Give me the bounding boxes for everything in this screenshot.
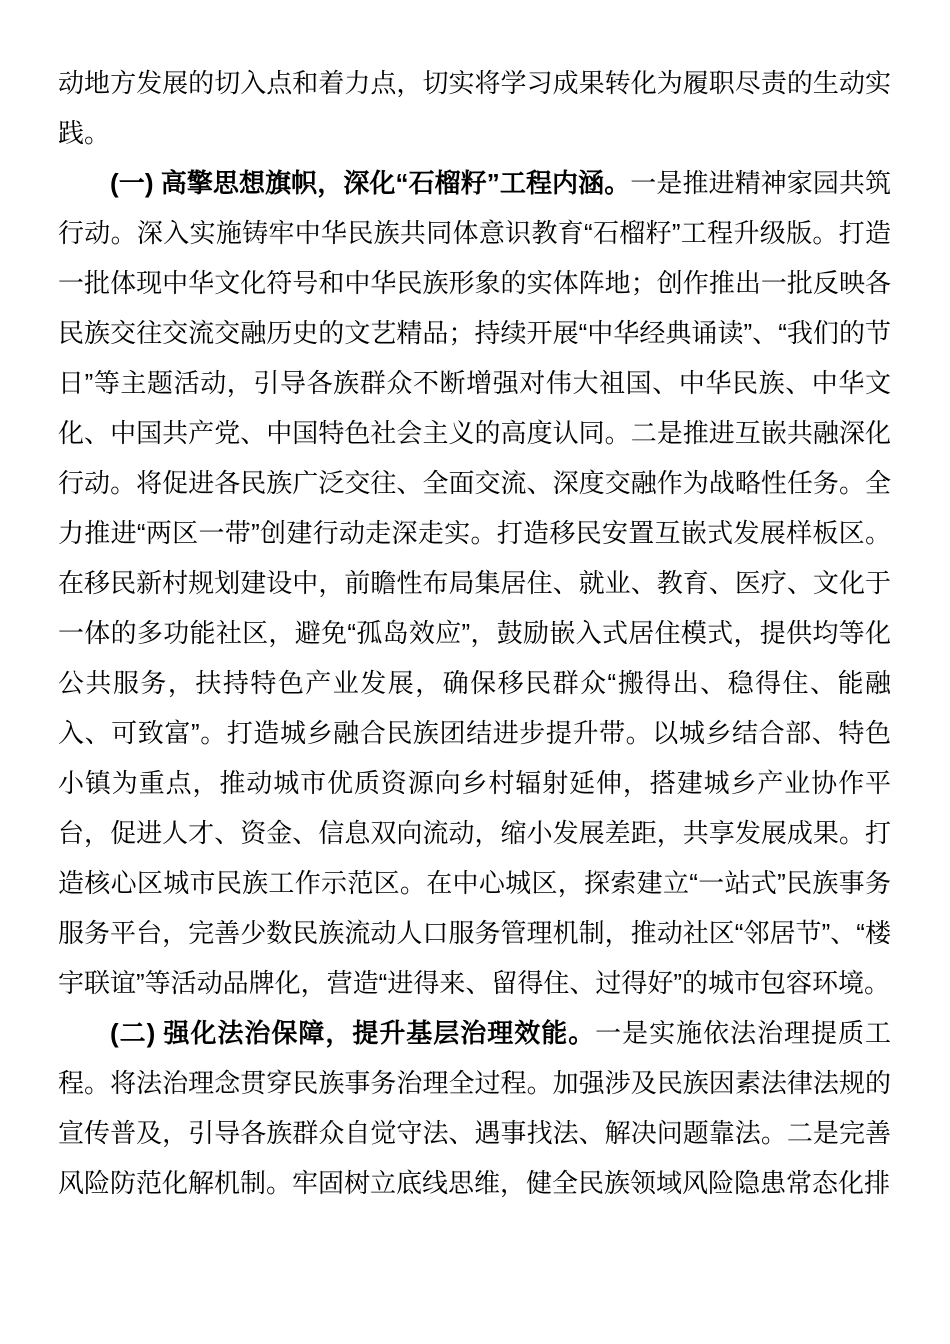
paragraph — [58, 1008, 891, 1208]
paragraph — [58, 158, 891, 1008]
document-body — [58, 58, 891, 1208]
body-text: 一是实施依法治理提质工程。将法治理念贯穿民族事务治理全过程。加强涉及民族因素法律法规的宣传普及，引导各族群众自觉守法、遇事找法、解决问题靠法。二是完善风险防范化解机制。牢固树立底线思维，健全民族领域风险隐患常态化排 — [58, 1018, 891, 1198]
section-heading-text: (二) 强化法治保障，提升基层治理效能。 — [110, 1018, 596, 1048]
paragraph — [58, 58, 891, 158]
body-text: 一是推进精神家园共筑行动。深入实施铸牢中华民族共同体意识教育“石榴籽”工程升级版。打造一批体现中华文化符号和中华民族形象的实体阵地；创作推出一批反映各民族交往交流交融历史的文艺精品；持续开展“中华经典诵读”、“我们的节日”等主题活动，引导各族群众不断增强对伟大祖国、中华民族、中华文化、中国共产党、中国特色社会主义的高度认同。二是推进互嵌共融深化行动。将促进各民族广泛交往、全面交流、深度交融作为战略性任务。全力推进“两区一带”创建行动走深走实。打造移民安置互嵌式发展样板区。在移民新村规划建设中，前瞻性布局集居住、就业、教育、医疗、文化于一体的多功能社区，避免“孤岛效应”，鼓励嵌入式居住模式，提供均等化公共服务，扶持特色产业发展，确保移民群众“搬得出、稳得住、能融入、可致富”。打造城乡融合民族团结进步提升带。以城乡结合部、特色小镇为重点，推动城市优质资源向乡村辐射延伸，搭建城乡产业协作平台，促进人才、资金、信息双向流动，缩小发展差距，共享发展成果。打造核心区城市民族工作示范区。在中心城区，探索建立“一站式”民族事务服务平台，完善少数民族流动人口服务管理机制，推动社区“邻居节”、“楼宇联谊”等活动品牌化，营造“进得来、留得住、过得好”的城市包容环境。 — [58, 168, 891, 998]
section-heading-text: (一) 高擎思想旗帜，深化“石榴籽”工程内涵。 — [110, 168, 631, 198]
body-text: 动地方发展的切入点和着力点，切实将学习成果转化为履职尽责的生动实践。 — [58, 68, 891, 148]
